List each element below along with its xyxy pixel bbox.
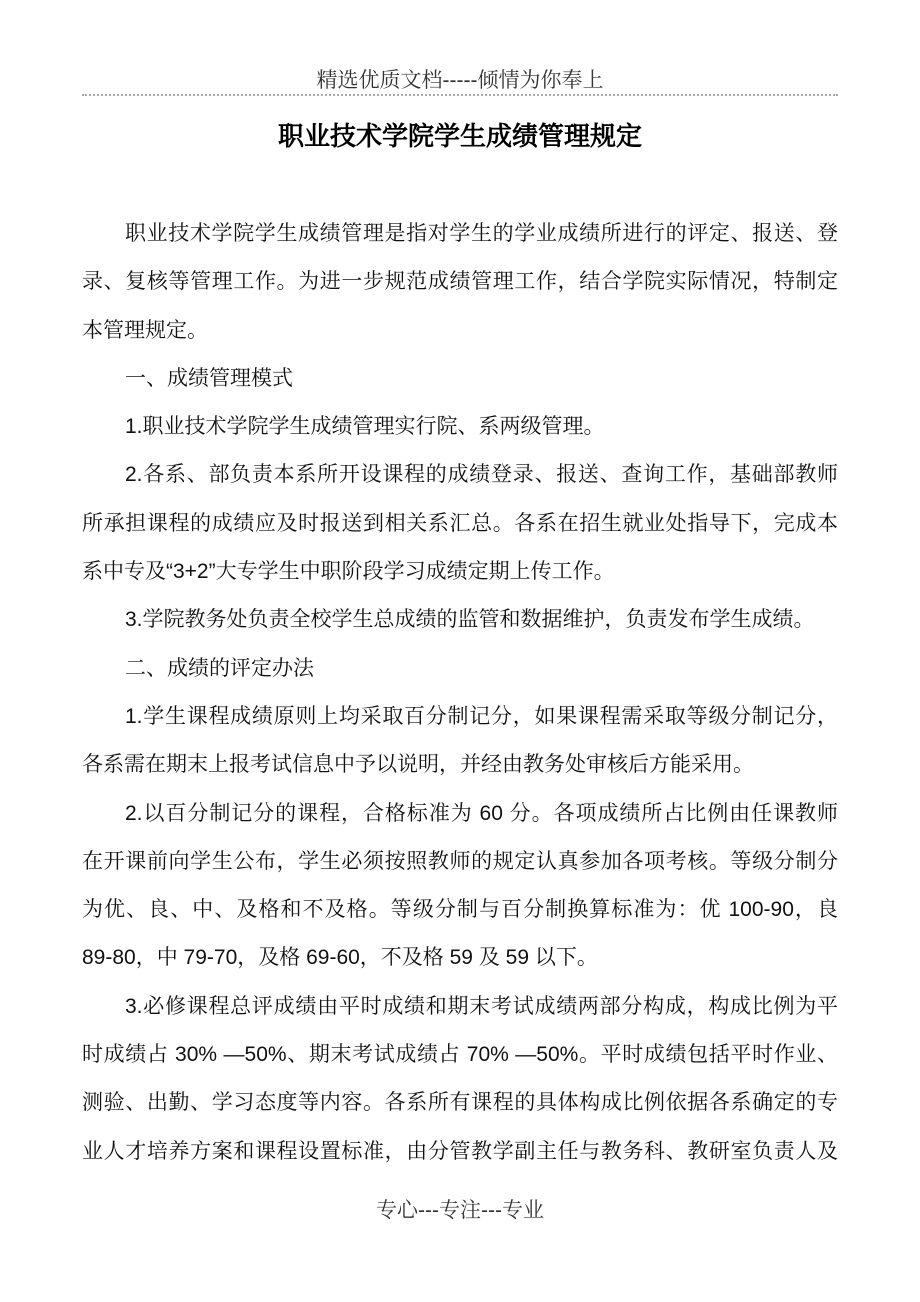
text-line: 所承担课程的成绩应及时报送到相关系汇总。各系在招生就业处指导下，完成本 — [82, 511, 838, 535]
text-line: 业人才培养方案和课程设置标准，由分管教学副主任与教务科、教研室负责人及 — [82, 1139, 838, 1163]
text-line: 为优、良、中、及格和不及格。等级分制与百分制换算标准为：优 100-90，良 — [82, 898, 838, 922]
text-line: 1.学生课程成绩原则上均采取百分制记分，如果课程需采取等级分制记分， — [125, 704, 838, 728]
text-line: 1.职业技术学院学生成绩管理实行院、系两级管理。 — [125, 415, 605, 439]
text-line: 系中专及“3+2”大专学生中职阶段学习成绩定期上传工作。 — [82, 560, 615, 584]
text-line: 职业技术学院学生成绩管理是指对学生的学业成绩所进行的评定、报送、登 — [125, 222, 838, 245]
text-line: 在开课前向学生公布，学生必须按照教师的规定认真参加各项考核。等级分制分 — [82, 849, 838, 873]
text-line: 89-80，中 79-70，及格 69-60，不及格 59 及 59 以下。 — [82, 946, 598, 970]
text-line: 本管理规定。 — [82, 318, 208, 342]
text-line: 2.以百分制记分的课程，合格标准为 60 分。各项成绩所占比例由任课教师 — [125, 801, 838, 825]
text-line: 各系需在期末上报考试信息中予以说明，并经由教务处审核后方能采用。 — [82, 753, 754, 777]
text-line: 时成绩占 30% —50%、期末考试成绩占 70% —50%。平时成绩包括平时作业、 — [82, 1043, 838, 1067]
page-footer: 专心---专注---专业 — [376, 1199, 544, 1222]
page-header: 精选优质文档-----倾情为你奉上 — [316, 69, 604, 92]
text-line: 2.各系、部负责本系所开设课程的成绩登录、报送、查询工作，基础部教师 — [125, 463, 838, 487]
text-line: 3.学院教务处负责全校学生总成绩的监管和数据维护，负责发布学生成绩。 — [125, 608, 815, 632]
header-divider — [82, 94, 838, 96]
text-line: 二、成绩的评定办法 — [125, 656, 314, 680]
text-line: 录、复核等管理工作。为进一步规范成绩管理工作，结合学院实际情况，特制定 — [82, 270, 838, 294]
document-title: 职业技术学院学生成绩管理规定 — [277, 121, 642, 151]
document-body — [82, 210, 838, 1176]
text-line: 测验、出勤、学习态度等内容。各系所有课程的具体构成比例依据各系确定的专 — [82, 1091, 838, 1115]
text-line: 3.必修课程总评成绩由平时成绩和期末考试成绩两部分构成，构成比例为平 — [125, 994, 838, 1018]
text-line: 一、成绩管理模式 — [125, 366, 293, 390]
